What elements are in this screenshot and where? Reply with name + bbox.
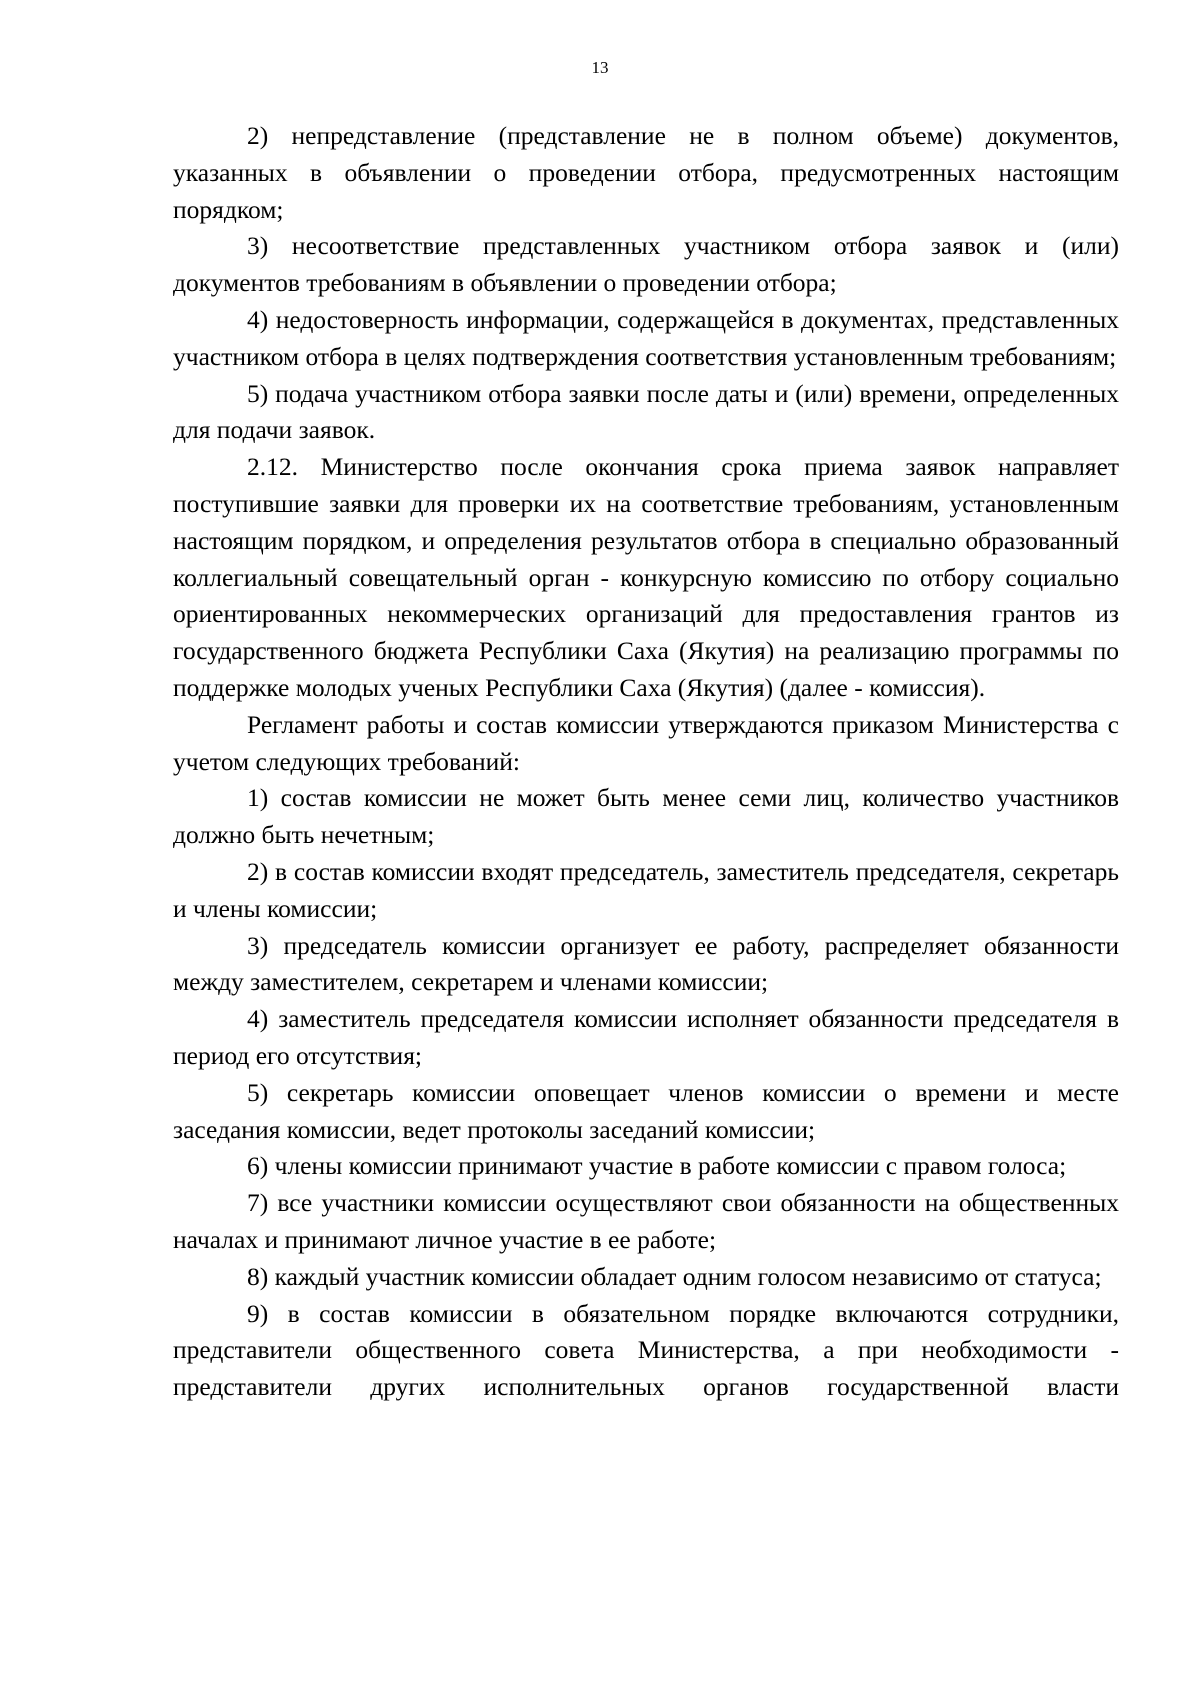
document-body [173,118,1119,1406]
paragraph: 2) в состав комиссии входят председатель, заместитель председателя, секретарь и члены комиссии; [173,856,1119,923]
paragraph-continued: 9) в состав комиссии в обязательном порядке включаются сотрудники, представители общественного совета Министерства, а при необходимости - представители других исполнительных органов государственной власти [173,1298,1119,1402]
paragraph: 2) непредставление (представление не в полном объеме) документов, указанных в объявлении о проведении отбора, предусмотренных настоящим порядком; [173,121,1119,224]
paragraph: 6) члены комиссии принимают участие в работе комиссии с правом голоса; [247,1151,1067,1181]
paragraph: 3) несоответствие представленных участником отбора заявок и (или) документов требованиям в объявлении о проведении отбора; [173,231,1119,298]
page-number: 13 [591,58,609,77]
paragraph: 3) председатель комиссии организует ее работу, распределяет обязанности между заместителем, секретарем и членами комиссии; [173,930,1119,997]
paragraph: 1) состав комиссии не может быть менее семи лиц, количество участников должно быть нечетным; [173,783,1119,850]
paragraph: 5) подача участником отбора заявки после даты и (или) времени, определенных для подачи заявок. [173,378,1119,445]
paragraph: 5) секретарь комиссии оповещает членов комиссии о времени и месте заседания комиссии, ведет протоколы заседаний комиссии; [173,1077,1119,1144]
paragraph: Регламент работы и состав комиссии утверждаются приказом Министерства с учетом следующих требований: [173,709,1119,776]
paragraph: 4) недостоверность информации, содержащейся в документах, представленных участником отбора в целях подтверждения соответствия установленным требованиям; [173,304,1119,371]
paragraph: 4) заместитель председателя комиссии исполняет обязанности председателя в период его отсутствия; [173,1004,1119,1070]
paragraph: 2.12. Министерство после окончания срока приема заявок направляет поступившие заявки для проверки их на соответствие требованиям, установленным настоящим порядком, и определения результатов отбора в специально образованный коллегиальный совещательный орган - конкурсную комиссию по отбору социально ориентированных некоммерческих организаций для предоставления грантов из государственного бюджета Республики Саха (Якутия) на реализацию программы по поддержке молодых ученых Республики Саха (Якутия) (далее - комиссия). [173,452,1119,702]
paragraph: 8) каждый участник комиссии обладает одним голосом независимо от статуса; [247,1261,1102,1291]
paragraph: 7) все участники комиссии осуществляют свои обязанности на общественных началах и принимают личное участие в ее работе; [173,1188,1119,1254]
